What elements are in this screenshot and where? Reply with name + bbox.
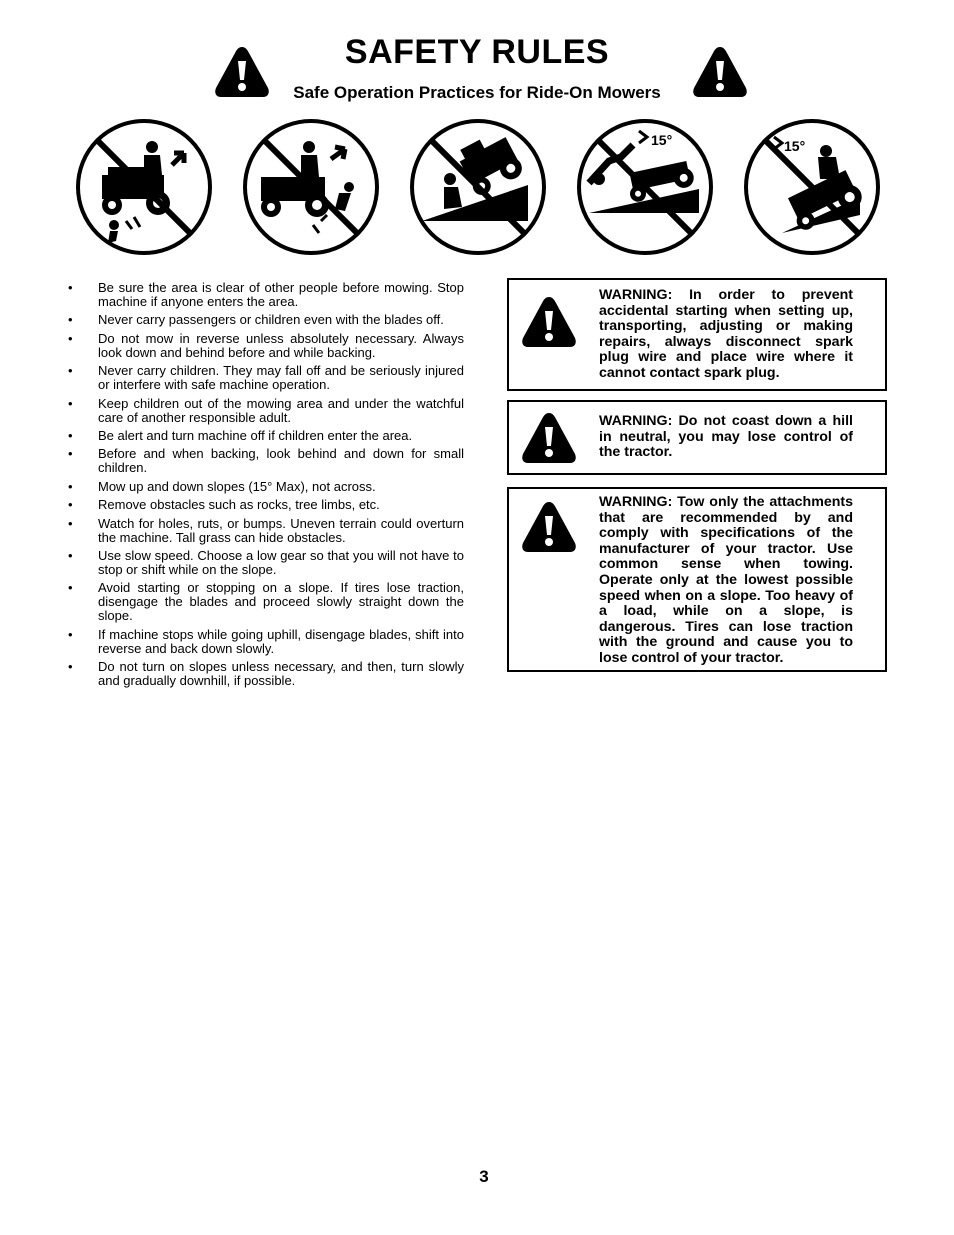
warning-box — [507, 400, 887, 475]
no-overturn-pictogram — [408, 117, 548, 257]
list-item: • Avoid starting or stopping on a slope. If tires lose traction, disengage the blades and proceed slowly straight down the slope. — [68, 580, 464, 624]
list-item: • Watch for holes, ruts, or bumps. Uneven terrain could overturn the machine. Tall grass can hide obstacles. — [68, 515, 464, 545]
page-title: SAFETY RULES — [344, 33, 610, 71]
warning-box — [507, 487, 887, 672]
page-subtitle: Safe Operation Practices for Ride-On Mowers — [293, 83, 661, 102]
list-item: • Never carry children. They may fall off and be seriously injured or interfere with safe machine operation. — [68, 363, 464, 393]
slope-label: 15° — [784, 138, 806, 154]
warning-text: WARNING: Do not coast down a hill in neutral, you may lose control of the tractor. — [599, 413, 853, 461]
safety-rules-list — [62, 281, 464, 692]
list-item: • Do not turn on slopes unless necessary, and then, turn slowly and gradually downhill, if possible. — [68, 659, 464, 689]
warning-text: WARNING: Tow only the attachments that are recommended by and comply with specifications of the manufacturer of your tractor. Use common sense when towing. Operate only at the lowest possible speed when on a slope. Too heavy of a load, while on a slope, is dangerous. Tires can lose traction with the ground and cause you to lose control of your tractor. — [599, 494, 853, 666]
max-slope-downhill-pictogram — [742, 117, 882, 257]
warning-triangle-icon — [521, 410, 577, 466]
list-item: • Never carry passengers or children even with the blades off. — [68, 312, 444, 328]
warning-triangle-icon — [521, 294, 577, 350]
max-slope-uphill-pictogram — [575, 117, 715, 257]
list-item: • Keep children out of the mowing area and under the watchful care of another responsible adult. — [68, 395, 464, 425]
pictogram-row — [74, 117, 890, 259]
list-item: • Mow up and down slopes (15° Max), not across. — [68, 478, 376, 494]
no-passengers-pictogram — [241, 117, 381, 257]
warning-box — [507, 278, 887, 391]
list-item: • Before and when backing, look behind and down for small children. — [68, 446, 464, 476]
list-item: • Use slow speed. Choose a low gear so that you will not have to stop or shift while on the slope. — [68, 547, 464, 577]
warning-text: WARNING: In order to prevent accidental starting when setting up, transporting, adjusting or making repairs, always disconnect spark plug wire and place wire where it cannot contact spark plug. — [599, 287, 853, 381]
list-item: • Be alert and turn machine off if children enter the area. — [68, 427, 413, 443]
list-item: • Be sure the area is clear of other people before mowing. Stop machine if anyone enters the area. — [68, 280, 464, 309]
list-item: • Remove obstacles such as rocks, tree limbs, etc. — [68, 497, 380, 513]
no-bystanders-pictogram — [74, 117, 214, 257]
page-number: 3 — [479, 1167, 489, 1186]
warning-triangle-icon — [521, 499, 577, 555]
slope-label: 15° — [651, 132, 673, 148]
list-item: • If machine stops while going uphill, disengage blades, shift into reverse and back down slowly. — [68, 626, 464, 656]
list-item: • Do not mow in reverse unless absolutely necessary. Always look down and behind before and while backing. — [68, 330, 464, 360]
